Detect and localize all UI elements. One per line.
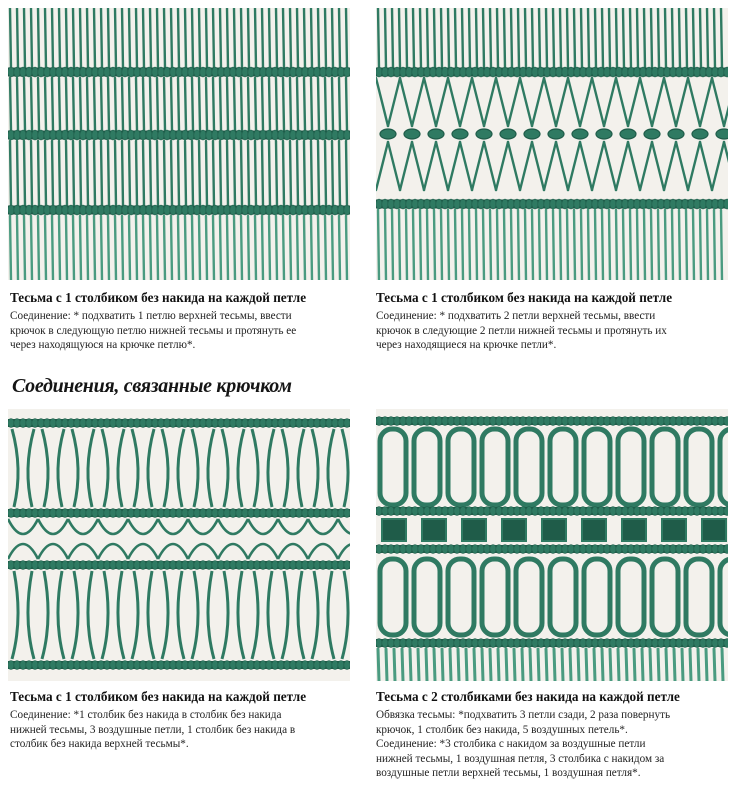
sample-4-line-1: Обвязка тесьмы: *подхватить 3 петли сзади, 2 раза повернуть [376,709,671,721]
sample-1-caption [10,289,306,353]
sample-4-title: Тесьма с 2 столбиками без накида на каждой петле [376,689,680,704]
section-heading: Соединения, связанные крючком [12,375,292,397]
sample-2-line-2: крючок в следующие 2 петли нижней тесьмы и протянуть их [376,324,667,337]
sample-3-photo [8,409,350,681]
sample-4-line-3: Соединение: *3 столбика с накидом за воздушные петли [376,738,646,751]
sample-2-photo [376,8,728,280]
sample-2-title: Тесьма с 1 столбиком без накида на каждой петле [376,290,673,305]
sample-2-line-3: через находящиеся на крючке петли*. [376,339,557,352]
sample-1-title: Тесьма с 1 столбиком без накида на каждой петле [10,290,307,305]
sample-1-knit-illustration [8,8,350,280]
sample-3-title: Тесьма с 1 столбиком без накида на каждой петле [10,689,307,704]
sample-4-line-2: крючок, 1 столбик без накида, 5 воздушных петель*. [376,723,628,736]
sample-1-line-3: через находящуюся на крючке петлю*. [10,339,196,352]
sample-4-line-4: нижней тесьмы, 1 воздушная петля, 3 столбика с накидом за [376,752,665,765]
sample-4-caption [376,688,680,781]
sample-3-caption [10,688,306,752]
sample-3-line-2: нижней тесьмы, 3 воздушные петли, 1 столбик без накида в [10,723,296,736]
sample-4-photo [376,409,728,681]
sample-1-line-2: крючок в следующую петлю нижней тесьмы и протянуть ее [10,324,297,337]
sample-1-photo [8,8,350,280]
sample-2-line-1: Соединение: * подхватить 2 петли верхней тесьмы, ввести [376,310,656,322]
sample-1-line-1: Соединение: * подхватить 1 петлю верхней тесьмы, ввести [10,310,292,322]
sample-4-knit-illustration [376,409,728,681]
sample-3-line-3: столбик без накида верхней тесьмы*. [10,738,189,751]
sample-3-line-1: Соединение: *1 столбик без накида в столбик без накида [10,709,282,721]
sample-3-knit-illustration [8,409,350,681]
sample-2-knit-illustration [376,8,728,280]
sample-4-line-5: воздушные петли верхней тесьмы, 1 воздушная петля*. [376,767,641,780]
sample-2-caption [376,289,672,353]
